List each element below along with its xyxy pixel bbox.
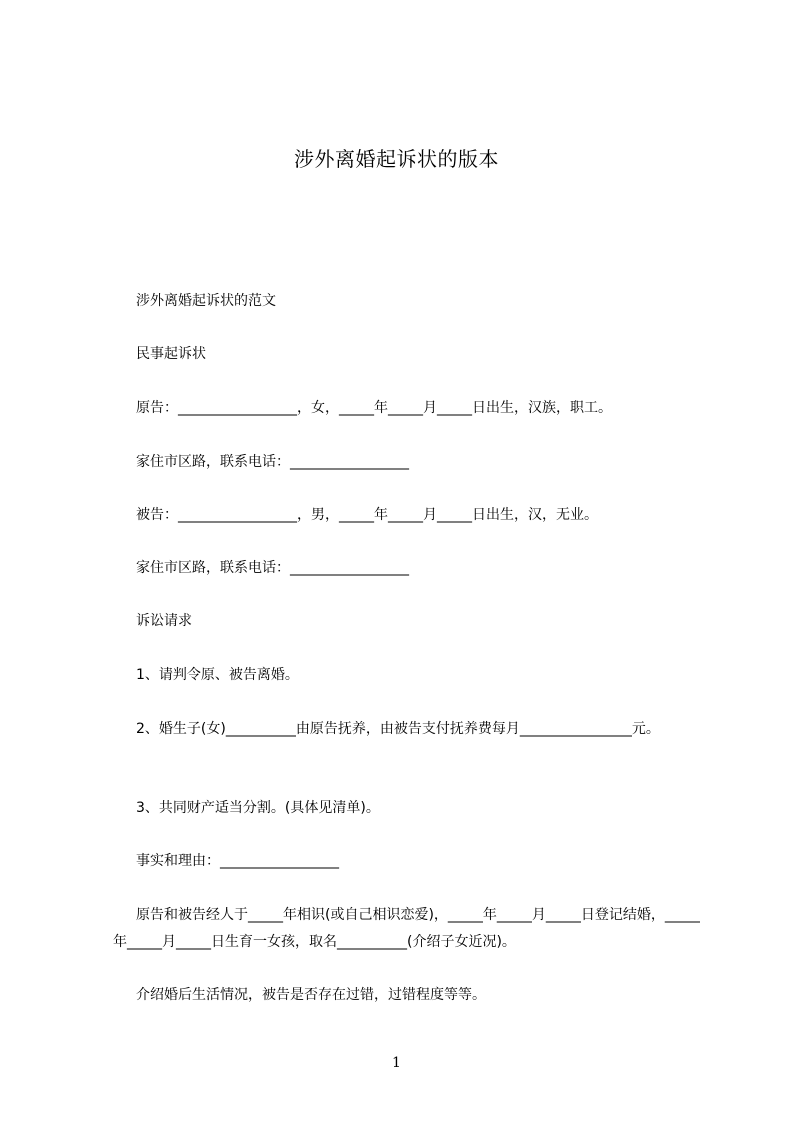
facts-heading-line: 事实和理由：_________________	[136, 853, 339, 869]
page-number: 1	[392, 1055, 401, 1071]
defendant-address-line: 家住市区路，联系电话：_________________	[136, 560, 409, 576]
plaintiff-line: 原告：_________________，女，_____年_____月_____日出生，汉族，职工。	[136, 400, 612, 416]
claim-3-line: 3、共同财产适当分割。(具体见清单)。	[136, 800, 380, 816]
plaintiff-address-line: 家住市区路，联系电话：_________________	[136, 454, 409, 470]
claims-heading: 诉讼请求	[136, 613, 192, 629]
claim-2-paragraph: 2、婚生子(女)__________由原告抚养，由被告支付抚养费每月________________元。	[136, 721, 660, 737]
defendant-line: 被告：_________________，男，_____年_____月_____日出生，汉，无业。	[136, 507, 598, 523]
marriage-life-line: 介绍婚后生活情况，被告是否存在过错，过错程度等等。	[136, 987, 486, 1003]
claim-1-line: 1、请判令原、被告离婚。	[136, 667, 299, 683]
doc-type-line: 民事起诉状	[136, 346, 206, 362]
document-title: 涉外离婚起诉状的版本	[294, 147, 499, 171]
subtitle-line: 涉外离婚起诉状的范文	[136, 293, 276, 309]
facts-paragraph: 原告和被告经人于_____年相识(或自己相识恋爱)，_____年_____月_____日登记结婚，_____年_____月_____日生育一女孩，取名__________(介绍子女近况)。	[113, 907, 700, 950]
